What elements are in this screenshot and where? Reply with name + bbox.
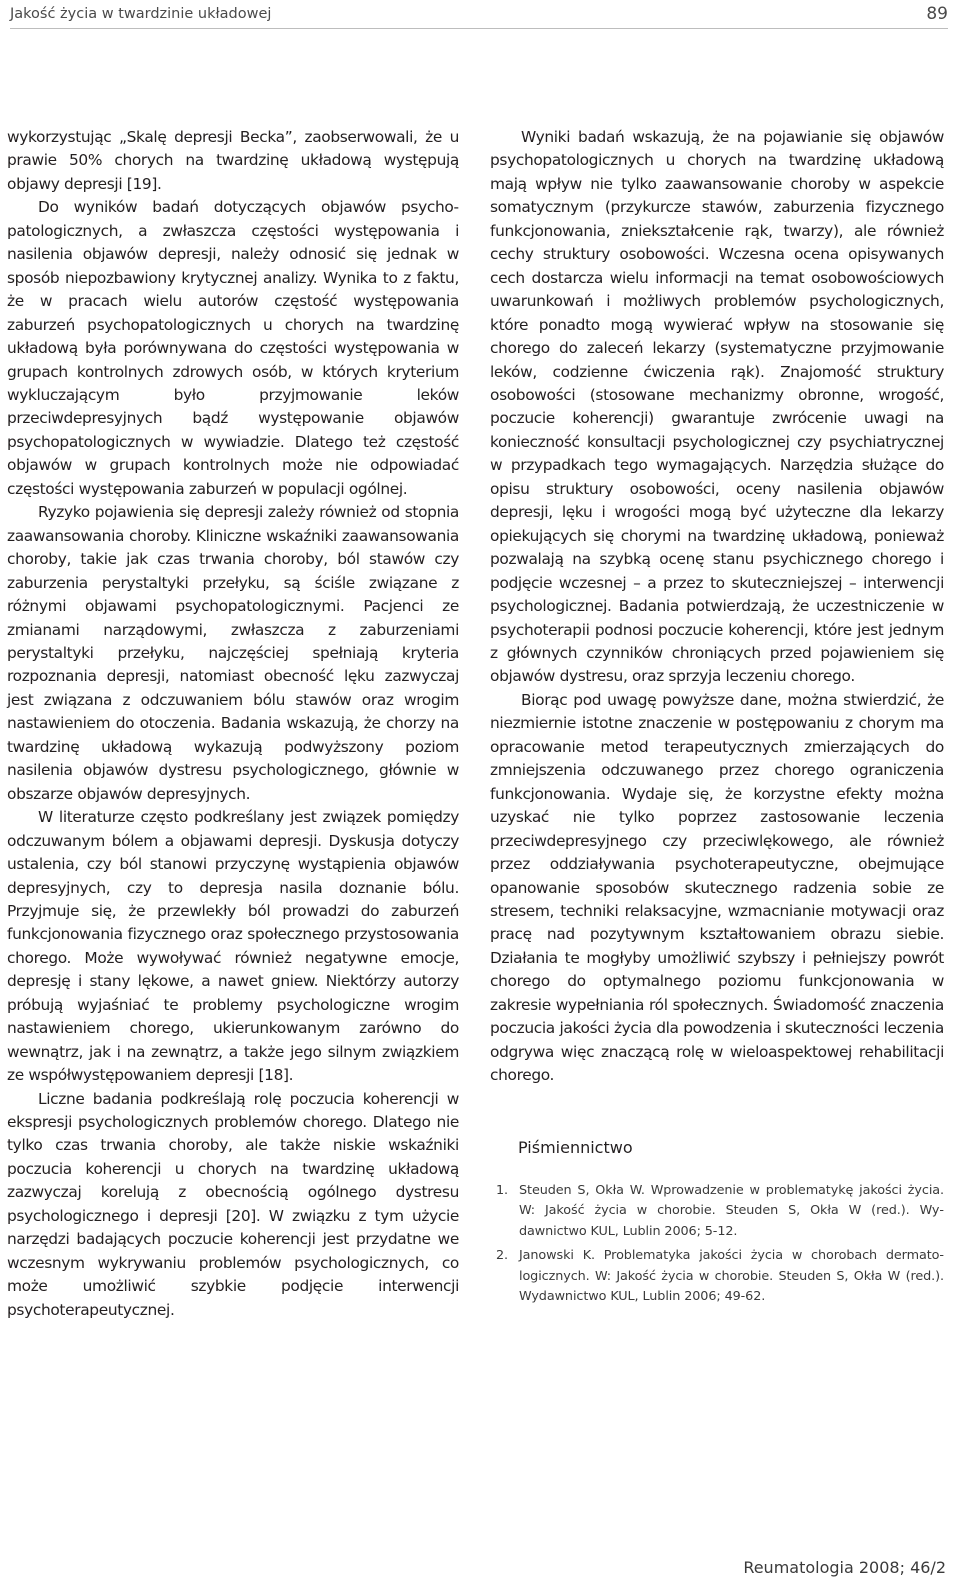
- journal-footer: Reumatologia 2008; 46/2: [743, 1558, 946, 1577]
- reference-number: 2.: [496, 1248, 509, 1264]
- page-number: 89: [926, 4, 948, 24]
- right-column: [490, 126, 944, 1311]
- paragraph: Wyniki badań wskazują, że na pojawianie się objawów psychopatologicznych u chorych na twardzinę układową mają wpływ nie tylko zaawansowanie choroby w aspekcie somatycznym (przykurcze stawów, zaburzenia fizycznego funkcjonowania, zniekształcenie rąk, twarzy), ale również cechy struktury osobowości. Wczesna ocena opisywanych cech dostarcza wielu informacji na temat osobowościowych uwarunkowań i możliwych problemów psychologicznych, które ponadto mogą wywierać wpływ na stosowanie się chorego do zaleceń lekarzy (systematyczne przyjmowanie leków, codzienne ćwiczenia rąk). Znajomość struktury osobowości (stosowane mechanizmy obronne, wrogość, poczucie koherencji) gwarantuje zwrócenie uwagi na konieczność konsultacji psychologicznej czy psychiatrycznej w przypadkach tego wymagających. Narzędzia służące do opisu struktury osobowości, oceny nasilenia objawów depresji, lęku i wrogości mogą być użyteczne dla lekarzy opiekujących się chorymi na twardzinę układową, ponieważ pozwalają na szybką ocenę stanu psychicznego chorego i podjęcie wczesnej – a przez to skuteczniejszej – interwencji psychologicznej. Badania potwierdzają, że uczestniczenie w psychoterapii podnosi poczucie koherencji, które jest jednym z głównych czynników chroniących przed pojawieniem się objawów dystresu, oraz sprzyja leczeniu chorego.: [490, 128, 944, 686]
- paragraph: Biorąc pod uwagę powyższe dane, można stwierdzić, że niezmiernie istotne znaczenie w postępowaniu z chorym ma opracowanie metod terapeutycznych zmierzających do zmniejszenia odczuwanego przez chorego ograniczenia funkcjonowania. Wydaje się, że korzystne efekty można uzyskać nie tylko poprzez zastosowanie leczenia przeciwdepresyjnego czy przeciwlękowego, ale również przez oddziaływania psychoterapeutyczne, obejmujące opanowanie sposobów skutecznego radzenia sobie ze stresem, techniki relaksacyjne, wzmacnianie motywacji oraz pracę nad pozytywnym kształtowaniem obrazu siebie. Działania te mogłyby umożliwić szybszy i pełniejszy powrót chorego do optymalnego poziomu funkcjonowania w zakresie wypełniania ról społecznych. Świadomość znaczenia poczucia jakości życia dla powodzenia i skuteczności leczenia odgrywa więc znaczącą rolę w wieloaspektowej rehabilitacji chorego.: [490, 690, 944, 1085]
- references-list: [490, 1181, 944, 1307]
- paragraph: Do wyników badań dotyczących objawów psychopatologicznych, a zwłaszcza częstości występowania i nasilenia objawów depresji, należy odnosić się jednak w sposób niepozbawiony krytycznej analizy. Wynika to z faktu, że w pracach wielu autorów częstość występowania zaburzeń psychopatologicznych u chorych na twardzinę układową była porównywana do częstości występowania w grupach kontrolnych zdrowych osób, w których kryterium wykluczającym było przyjmowanie leków przeciwdepresyjnych bądź występowanie objawów psychopatologicznych w wywiadzie. Dlatego też częstość objawów w grupach kontrolnych może nie odpowiadać częstości występowania zaburzeń w populacji ogólnej.: [7, 198, 459, 498]
- reference-text: Janowski K. Problematyka jakości życia w chorobach dermatologicznych. W: Jakość życia w chorobie. Steuden S, Okła W (red.). Wydawnictwo KUL, Lublin 2006; 49-62.: [519, 1248, 944, 1305]
- reference-text: Steuden S, Okła W. Wprowadzenie w problematykę jakości życia. W: Jakość życia w chorobie. Steuden S, Okła W (red.). Wydawnictwo KUL, Lublin 2006; 5-12.: [519, 1183, 944, 1239]
- reference-item: [496, 1181, 944, 1242]
- reference-number: 1.: [496, 1183, 509, 1199]
- paragraph: W literaturze często podkreślany jest związek pomiędzy odczuwanym bólem a objawami depresji. Dyskusja dotyczy ustalenia, czy ból stanowi przyczynę wystąpienia objawów depresyjnych, czy to depresja nasila doznanie bólu. Przyjmuje się, że przewlekły ból prowadzi do zaburzeń funkcjonowania fizycznego oraz społecznego przystosowania chorego. Może wywoływać również negatywne emocje, depresję i stany lękowe, a nawet gniew. Niektórzy autorzy próbują wyjaśniać te problemy psychologiczne wrogim nastawieniem chorego, ukierunkowanym zarówno do wewnątrz, jak i na zewnątrz, a także jego silnym związkiem ze współwystępowaniem depresji [18].: [7, 808, 459, 1085]
- reference-item: [496, 1246, 944, 1307]
- paragraph: wykorzystując „Skalę depresji Becka”, zaobserwowali, że u prawie 50% chorych na twardzinę układową występują objawy depresji [19].: [7, 128, 459, 193]
- running-title: Jakość życia w twardzinie układowej: [10, 6, 272, 22]
- paragraph: Ryzyko pojawienia się depresji zależy również od stopnia zaawansowania choroby. Kliniczne wskaźniki zaawansowania choroby, takie jak czas trwania choroby, ból stawów czy zaburzenia perystaltyki przełyku, są ściśle związane z różnymi objawami psychopatologicznymi. Pacjenci ze zmianami narządowymi, zwłaszcza z zaburzeniami perystaltyki przełyku, najczęściej spełniają kryteria rozpoznania depresji, natomiast obecność lęku zazwyczaj jest związana z odczuwaniem bólu stawów oraz wrogim nastawieniem do otoczenia. Badania wskazują, że chorzy na twardzinę układową wykazują podwyższony poziom nasilenia objawów dystresu psychologicznego, głównie w obszarze objawów depresyjnych.: [7, 503, 459, 803]
- left-column: [7, 126, 459, 1322]
- references-heading: Piśmiennictwo: [518, 1137, 633, 1157]
- paragraph: Liczne badania podkreślają rolę poczucia koherencji w ekspresji psychologicznych problemów chorego. Dlatego nie tylko czas trwania choroby, ale także niskie wskaźniki poczucia koherencji u chorych na twardzinę układową zazwyczaj korelują z obecnością ogólnego dystresu psychologicznego i depresji [20]. W związku z tym użycie narzędzi badających poczucie koherencji jest przydatne we wczesnym wykrywaniu problemów psychologicznych, co może umożliwić szybkie podjęcie interwencji psychoterapeutycznej.: [7, 1089, 459, 1319]
- running-header: [10, 6, 948, 29]
